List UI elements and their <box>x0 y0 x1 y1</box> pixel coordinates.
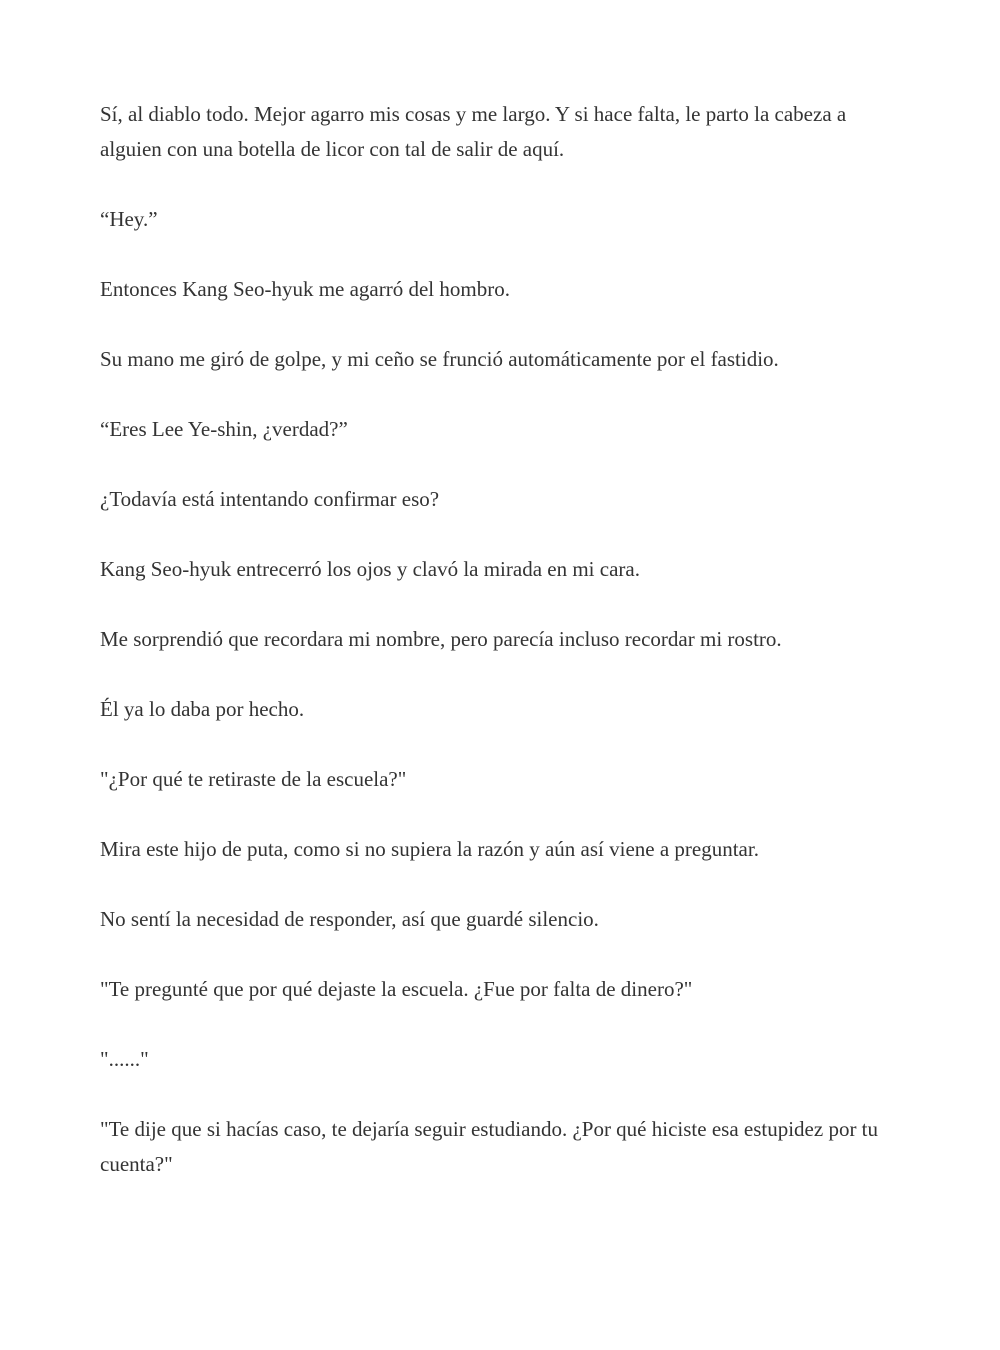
document-body <box>100 97 910 1217</box>
paragraph-10: "¿Por qué te retiraste de la escuela?" <box>100 767 407 791</box>
paragraph-7: Kang Seo-hyuk entrecerró los ojos y clavó la mirada en mi cara. <box>100 557 640 581</box>
paragraph-12: No sentí la necesidad de responder, así que guardé silencio. <box>100 907 599 931</box>
paragraph-14: "......" <box>100 1047 149 1071</box>
paragraph-4: Su mano me giró de golpe, y mi ceño se frunció automáticamente por el fastidio. <box>100 347 779 371</box>
paragraph-5: “Eres Lee Ye-shin, ¿verdad?” <box>100 417 348 441</box>
paragraph-1: Sí, al diablo todo. Mejor agarro mis cosas y me largo. Y si hace falta, le parto la cabeza a alguien con una botella de licor con tal de salir de aquí. <box>100 102 847 161</box>
paragraph-9: Él ya lo daba por hecho. <box>100 697 305 721</box>
paragraph-6: ¿Todavía está intentando confirmar eso? <box>100 487 440 511</box>
paragraph-13: "Te pregunté que por qué dejaste la escuela. ¿Fue por falta de dinero?" <box>100 977 693 1001</box>
paragraph-8: Me sorprendió que recordara mi nombre, pero parecía incluso recordar mi rostro. <box>100 627 782 651</box>
paragraph-3: Entonces Kang Seo-hyuk me agarró del hombro. <box>100 277 510 301</box>
paragraph-15: "Te dije que si hacías caso, te dejaría seguir estudiando. ¿Por qué hiciste esa estupidez por tu cuenta?" <box>100 1117 879 1176</box>
paragraph-11: Mira este hijo de puta, como si no supiera la razón y aún así viene a preguntar. <box>100 837 759 861</box>
paragraph-2: “Hey.” <box>100 207 158 231</box>
